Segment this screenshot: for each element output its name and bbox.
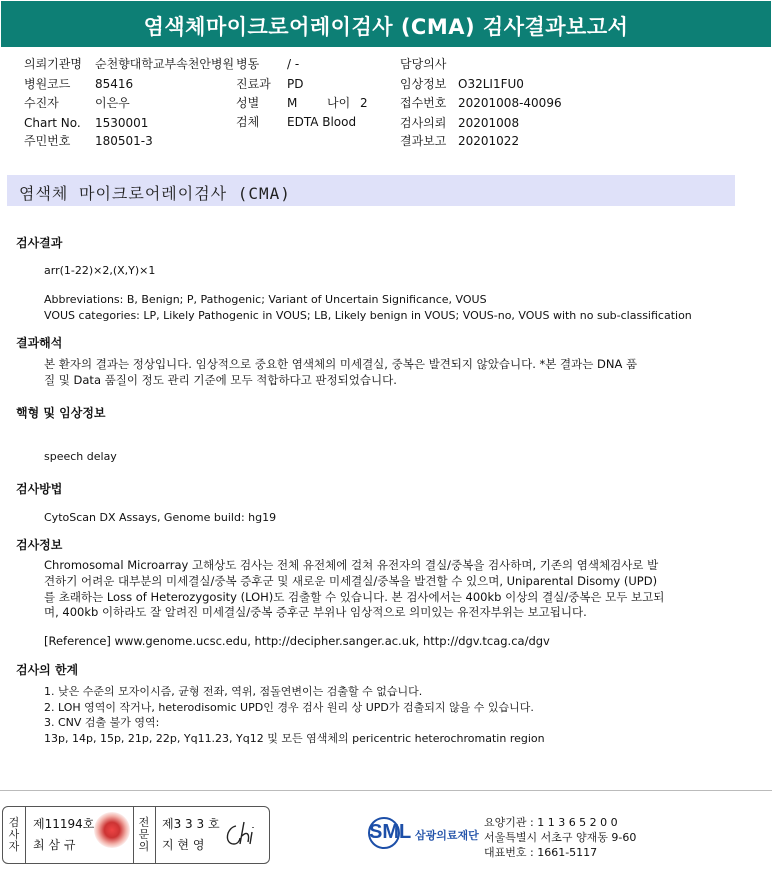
clinical-info-value: O32LI1FU0 [458,77,524,91]
chart-no-label: Chart No. [24,116,81,130]
limits-heading: 검사의 한계 [16,663,79,677]
interpretation-line-2: 질 및 Data 품질이 정도 관리 기준에 모두 적합하다고 판정되었습니다. [44,373,397,387]
department-label: 진료과 [236,77,271,91]
interpretation-line-1: 본 환자의 결과는 정상입니다. 임상적으로 중요한 염색체의 미세결실, 중복은 발견되지 않았습니다. *본 결과는 DNA 품 [44,357,638,371]
official-seal-icon [94,812,130,848]
interpretation-heading: 결과해석 [16,336,63,350]
sig-divider [155,807,156,863]
organization-phone: 대표번호 : 1661-5117 [484,846,598,859]
sig-divider [133,807,134,863]
receipt-no-value: 20201008-40096 [458,96,562,110]
specimen-label: 검체 [236,115,260,129]
organization-name: 삼광의료재단 [415,829,479,842]
patient-name-label: 수진자 [24,96,59,110]
sml-logo-text: SML [369,821,412,843]
hospital-code-value: 85416 [95,77,134,91]
doctor-label: 담당의사 [400,57,447,71]
department-value: PD [287,77,304,91]
age-value: 2 [360,96,368,110]
institution-code: 요양기관 : 1 1 3 6 5 2 0 0 [484,816,618,829]
method-heading: 검사방법 [16,482,63,496]
signature-icon [222,818,262,852]
sex-label: 성별 [236,96,260,110]
examiner-label: 검사자 [8,816,20,853]
result-heading: 검사결과 [16,236,63,250]
limits-line-2: 2. LOH 영역이 작거나, heterodisomic UPD인 경우 검사 원리 상 UPD가 검출되지 않을 수 있습니다. [44,701,534,714]
organization-info [484,815,636,860]
examiner-license: 제11194호 [33,817,95,831]
ward-label: 병동 [236,57,260,71]
banner-title: 염색체 마이크로어레이검사 (CMA) [19,184,291,203]
limits-line-1: 1. 낮은 수준의 모자이시즘, 균형 전좌, 역위, 점돌연변이는 검출할 수 없습니다. [44,685,423,698]
report-date-value: 20201022 [458,134,520,148]
phenotype-value: speech delay [44,450,117,463]
chart-no-value: 1530001 [95,116,149,130]
sml-logo [367,813,479,853]
organization-address: 서울특별시 서초구 양재동 9-60 [484,831,637,844]
request-date-value: 20201008 [458,116,520,130]
hospital-code-label: 병원코드 [24,77,71,91]
result-value: arr(1-22)×2,(X,Y)×1 [44,264,156,277]
footer-divider [0,790,772,791]
report-header [1,1,771,47]
specialist-license: 제3 3 3 호 [162,817,220,831]
request-date-label: 검사의뢰 [400,116,447,130]
sig-divider [25,807,26,863]
resident-no-value: 180501-3 [95,134,153,148]
limits-line-4: 13p, 14p, 15p, 21p, 22p, Yq11.23, Yq12 및 모든 염색체의 pericentric heterochromatin region [44,732,545,745]
test-info-line-4: 며, 400kb 이하라도 잘 알려진 미세결실/중복 증후군 부위나 임상적으로 의미있는 유전자부위는 보고됩니다. [44,605,587,619]
vous-categories-line: VOUS categories: LP, Likely Pathogenic in VOUS; LB, Likely benign in VOUS; VOUS-no, VOUS with no sub-classification [44,309,692,322]
abbreviations-line: Abbreviations: B, Benign; P, Pathogenic; Variant of Uncertain Significance, VOUS [44,293,487,306]
test-info-line-2: 견하기 어려운 대부분의 미세결실/중복 증후군 및 새로운 미세결실/중복을 발견할 수 있으며, Uniparental Disomy (UPD) [44,574,658,588]
specialist-name: 지 현 영 [162,838,205,852]
institution-value: 순천향대학교부속천안병원 [95,57,235,71]
examiner-name: 최 삼 규 [33,838,76,852]
limits-line-3: 3. CNV 검출 불가 영역: [44,716,160,729]
reference-line: [Reference] www.genome.ucsc.edu, http://decipher.sanger.ac.uk, http://dgv.tcag.ca/dgv [44,634,550,648]
patient-name-value: 이은우 [95,96,130,110]
phenotype-heading: 핵형 및 임상정보 [16,406,106,420]
ward-value: / - [287,57,300,71]
resident-no-label: 주민번호 [24,134,71,148]
method-value: CytoScan DX Assays, Genome build: hg19 [44,511,277,524]
specimen-value: EDTA Blood [287,115,357,129]
test-info-heading: 검사정보 [16,538,63,552]
clinical-info-label: 임상정보 [400,77,447,91]
receipt-no-label: 접수번호 [400,96,447,110]
report-title: 염색체마이크로어레이검사 (CMA) 검사결과보고서 [143,15,629,39]
section-banner [7,175,735,206]
test-info-line-3: 를 초래하는 Loss of Heterozygosity (LOH)도 검출할 수 있습니다. 본 검사에서는 400kb 이상의 결실/중복은 모두 보고되 [44,590,665,604]
test-info-line-1: Chromosomal Microarray 고해상도 검사는 전체 유전체에 걸쳐 유전자의 결실/중복을 검사하며, 기존의 염색체검사로 발 [44,558,659,572]
institution-label: 의뢰기관명 [24,57,82,71]
report-date-label: 결과보고 [400,134,447,148]
age-label: 나이 [327,96,351,110]
specialist-label: 전문의 [138,816,150,853]
sex-value: M [287,96,298,110]
